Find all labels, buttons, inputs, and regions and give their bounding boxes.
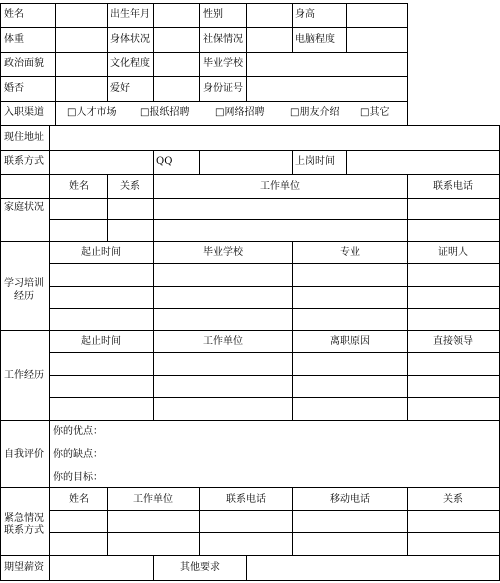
emergency-header-employer: 工作单位 <box>133 494 173 505</box>
weight-field[interactable] <box>56 28 106 52</box>
label-hobby: 爱好 <box>110 83 130 94</box>
label-health: 身体状况 <box>110 34 150 45</box>
computer-level-field[interactable] <box>347 28 406 52</box>
checkbox-talent-market[interactable]: □人才市场 <box>67 107 117 118</box>
hobby-field[interactable] <box>154 77 198 101</box>
label-marital: 婚否 <box>4 83 24 94</box>
work-header-supervisor: 直接领导 <box>433 336 473 347</box>
label-emergency-line2: 联系方式 <box>4 525 44 536</box>
study-header-witness: 证明人 <box>438 247 468 258</box>
rule <box>0 420 500 421</box>
rule <box>49 219 500 220</box>
rule <box>407 241 408 420</box>
self-eval-strengths: 你的优点： <box>53 426 103 437</box>
checkbox-friend[interactable]: □朋友介绍 <box>290 107 340 118</box>
work-header-employer: 工作单位 <box>203 336 243 347</box>
rule <box>407 3 408 126</box>
checkbox-online[interactable]: □网络招聘 <box>215 107 265 118</box>
rule <box>107 487 108 555</box>
rule <box>49 352 500 353</box>
height-field[interactable] <box>347 4 406 27</box>
rule <box>0 241 500 242</box>
name-field[interactable] <box>56 4 106 27</box>
study-header-major: 专业 <box>340 247 360 258</box>
label-emergency-line1: 紧急情况 <box>4 513 44 524</box>
family-header-phone: 联系电话 <box>433 181 473 192</box>
checkbox-newspaper[interactable]: □报纸招聘 <box>140 107 190 118</box>
qq-field[interactable] <box>200 151 291 174</box>
school-field[interactable] <box>247 53 406 76</box>
label-school: 毕业学校 <box>203 58 243 69</box>
emergency-header-phone: 联系电话 <box>226 494 266 505</box>
rule <box>153 241 154 420</box>
rule <box>0 3 1 581</box>
label-family: 家庭状况 <box>4 202 44 213</box>
rule <box>292 241 293 420</box>
rule <box>153 174 154 241</box>
rule <box>49 308 500 309</box>
rule <box>0 580 500 581</box>
rule <box>153 150 154 175</box>
label-gender: 性别 <box>203 9 223 20</box>
family-header-name: 姓名 <box>69 181 89 192</box>
social-security-field[interactable] <box>247 28 291 52</box>
label-channel: 入职渠道 <box>4 107 44 118</box>
label-other-requirements: 其他要求 <box>180 562 220 573</box>
rule <box>107 3 108 101</box>
emergency-header-relation: 关系 <box>443 494 463 505</box>
health-field[interactable] <box>154 28 198 52</box>
label-start-time: 上岗时间 <box>295 156 335 167</box>
family-header-employer: 工作单位 <box>260 181 300 192</box>
rule <box>0 487 500 488</box>
rule <box>107 174 108 241</box>
study-header-school: 毕业学校 <box>203 247 243 258</box>
rule <box>407 487 408 555</box>
rule <box>49 174 50 580</box>
rule <box>292 487 293 555</box>
rule <box>49 397 500 398</box>
label-address: 现住地址 <box>4 132 44 143</box>
other-requirements-field[interactable] <box>247 556 498 580</box>
address-field[interactable] <box>50 126 499 150</box>
self-eval-goals: 你的目标： <box>53 472 103 483</box>
id-number-field[interactable] <box>247 77 406 101</box>
rule <box>49 375 500 376</box>
gender-field[interactable] <box>247 4 291 27</box>
salary-field[interactable] <box>50 556 152 580</box>
rule <box>0 198 500 199</box>
marital-field[interactable] <box>56 77 106 101</box>
self-eval-weaknesses: 你的缺点： <box>53 449 103 460</box>
label-study-line2: 经历 <box>14 291 34 302</box>
label-name: 姓名 <box>4 9 24 20</box>
label-political-status: 政治面貌 <box>4 58 44 69</box>
start-time-field[interactable] <box>347 151 498 174</box>
family-header-relation: 关系 <box>120 181 140 192</box>
checkbox-other[interactable]: □其它 <box>360 107 390 118</box>
rule <box>49 532 500 533</box>
emergency-header-name: 姓名 <box>69 494 89 505</box>
rule <box>49 510 500 511</box>
work-header-period: 起止时间 <box>81 336 121 347</box>
rule <box>0 330 500 331</box>
rule <box>292 3 293 52</box>
label-birth: 出生年月 <box>110 9 150 20</box>
label-weight: 体重 <box>4 34 24 45</box>
label-computer-level: 电脑程度 <box>295 34 335 45</box>
rule <box>0 174 500 175</box>
work-header-leave-reason: 离职原因 <box>330 336 370 347</box>
rule <box>49 263 500 264</box>
emergency-header-mobile: 移动电话 <box>330 494 370 505</box>
study-header-period: 起止时间 <box>81 247 121 258</box>
label-id-number: 身份证号 <box>203 83 243 94</box>
label-height: 身高 <box>295 9 315 20</box>
rule <box>55 101 56 126</box>
rule <box>0 101 408 102</box>
label-study-line1: 学习培训 <box>4 278 44 289</box>
rule <box>49 286 500 287</box>
phone-field[interactable] <box>50 151 152 174</box>
label-work: 工作经历 <box>4 370 44 381</box>
label-qq: QQ <box>156 156 173 167</box>
label-social-security: 社保情况 <box>203 34 243 45</box>
birth-field[interactable] <box>154 4 198 27</box>
political-status-field[interactable] <box>56 53 106 76</box>
rule <box>199 3 200 101</box>
rule <box>292 150 293 175</box>
education-field[interactable] <box>154 53 198 76</box>
label-salary: 期望薪资 <box>4 562 44 573</box>
rule <box>199 487 200 555</box>
label-contact: 联系方式 <box>4 156 44 167</box>
rule <box>407 174 408 241</box>
label-education: 文化程度 <box>110 58 150 69</box>
rule <box>153 555 154 580</box>
label-self-eval: 自我评价 <box>4 449 44 460</box>
